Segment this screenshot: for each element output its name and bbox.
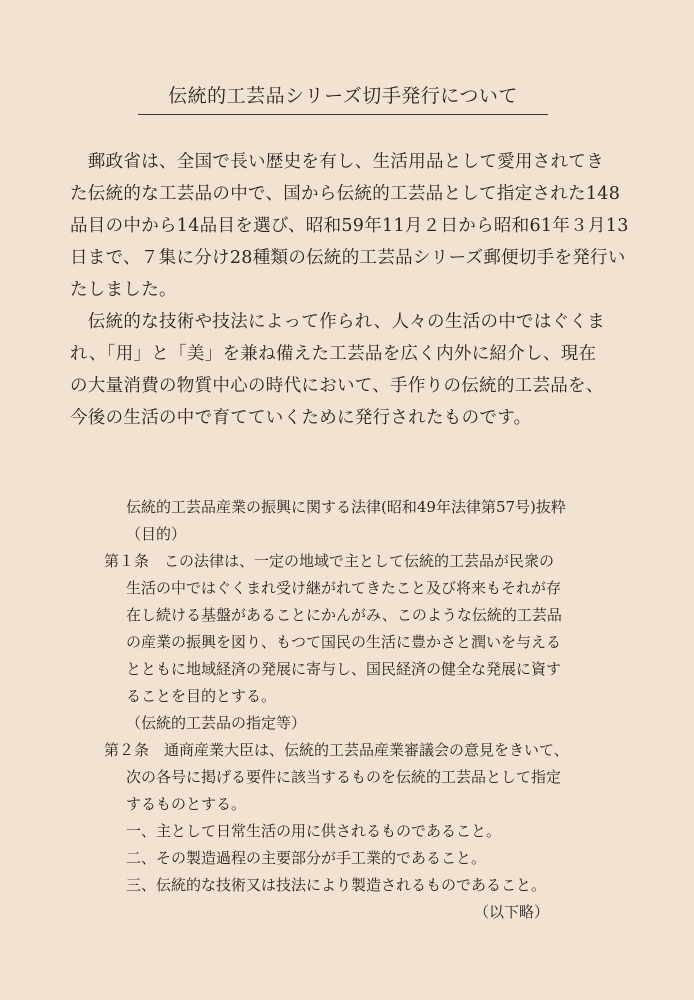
article1-line: 第１条 この法律は、一定の地域で主として伝統的工芸品が民衆の bbox=[104, 552, 555, 570]
law-heading: 伝統的工芸品産業の振興に関する法律(昭和49年法律第57号)抜粋 bbox=[126, 498, 566, 516]
article2-item: 一、主として日常生活の用に供されるものであること。 bbox=[126, 822, 502, 840]
article2-line: 第２条 通商産業大臣は、伝統的工芸品産業審議会の意見をきいて、 bbox=[104, 741, 569, 759]
section-title-purpose: （目的） bbox=[126, 525, 187, 543]
law-excerpt bbox=[104, 494, 604, 926]
page-title: 伝統的工芸品シリーズ切手発行について bbox=[138, 82, 548, 115]
article1-line: の産業の振興を図り、もつて国民の生活に豊かさと潤いを与える bbox=[126, 633, 562, 651]
intro-line: 日まで、７集に分け28種類の伝統的工芸品シリーズ郵便切手を発行い bbox=[70, 248, 626, 268]
intro-line: れ、「用」と「美」を兼ね備えた工芸品を広く内外に紹介し、現在 bbox=[70, 344, 597, 364]
intro-line: た伝統的な工芸品の中で、国から伝統的工芸品として指定された148 bbox=[70, 184, 621, 204]
intro-line: 伝統的な技術や技法によって作られ、人々の生活の中ではぐくま bbox=[70, 312, 606, 332]
article1-line: 生活の中ではぐくまれ受け継がれてきたこと及び将来もそれが存 bbox=[126, 579, 562, 597]
omitted-note: （以下略） bbox=[473, 903, 549, 921]
article2-item: 二、その製造過程の主要部分が手工業的であること。 bbox=[126, 849, 487, 867]
intro-line: たしました。 bbox=[70, 280, 177, 300]
article2-line: 次の各号に掲げる要件に該当するものを伝統的工芸品として指定 bbox=[126, 768, 562, 786]
intro-line: 今後の生活の中で育てていくために発行されたものです。 bbox=[70, 408, 532, 428]
article1-line: 在し続ける基盤があることにかんがみ、このような伝統的工芸品 bbox=[126, 606, 562, 624]
section-title-designation: （伝統的工芸品の指定等） bbox=[126, 714, 307, 732]
article2-line: するものとする。 bbox=[126, 795, 247, 813]
intro-text bbox=[70, 146, 630, 434]
article1-line: ることを目的とする。 bbox=[126, 687, 277, 705]
intro-line: の大量消費の物質中心の時代において、手作りの伝統的工芸品を、 bbox=[70, 376, 604, 396]
article1-line: とともに地域経済の発展に寄与し、国民経済の健全な発展に資す bbox=[126, 660, 562, 678]
intro-line: 品目の中から14品目を選び、昭和59年11月２日から昭和61年３月13 bbox=[70, 216, 629, 236]
article2-item: 三、伝統的な技術又は技法により製造されるものであること。 bbox=[126, 876, 547, 894]
intro-line: 郵政省は、全国で長い歴史を有し、生活用品として愛用されてき bbox=[70, 152, 604, 172]
